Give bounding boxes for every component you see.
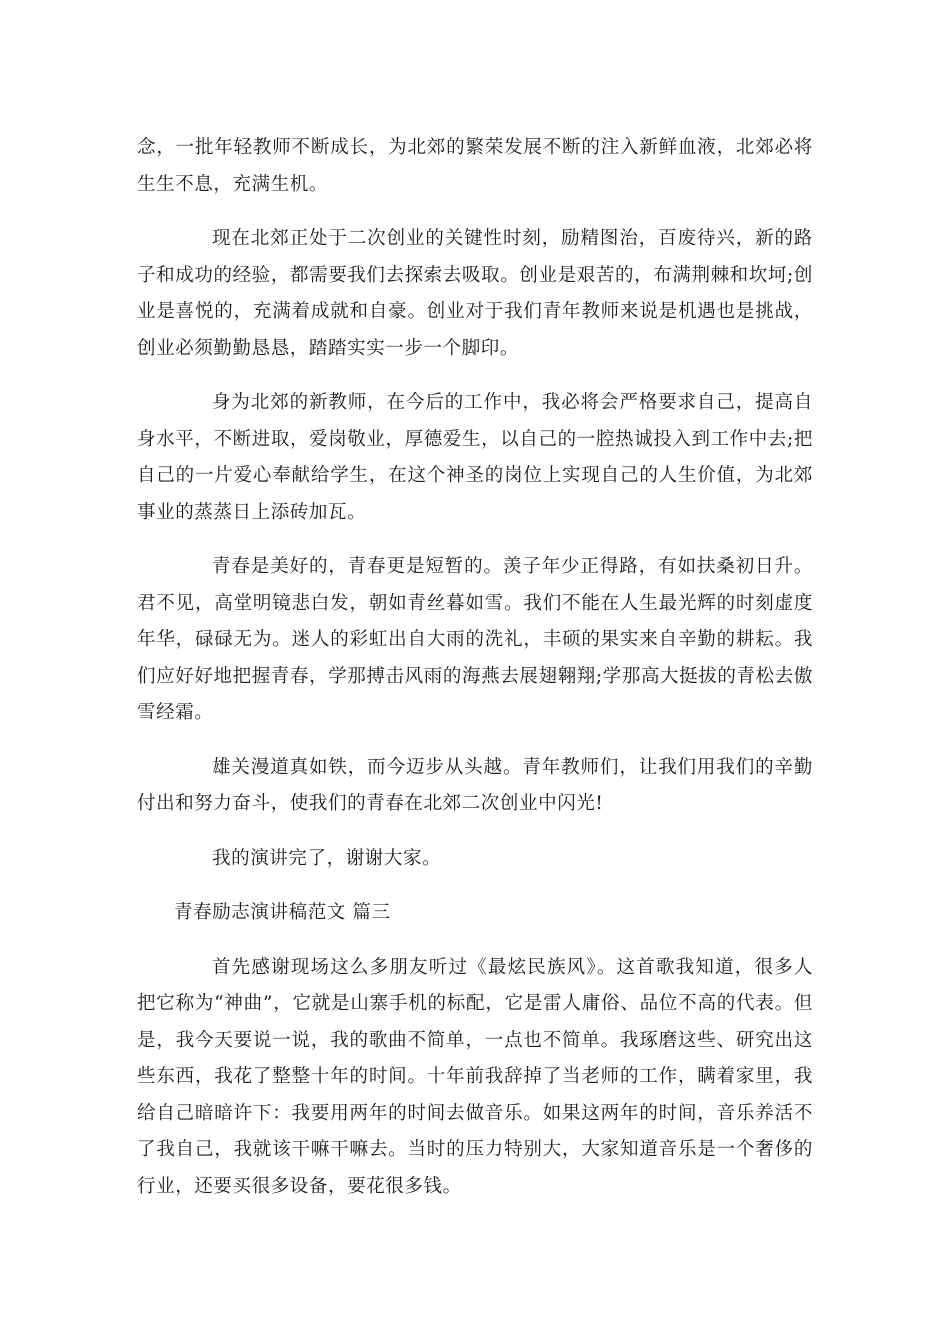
paragraph-new-teacher: 身为北郊的新教师，在今后的工作中，我必将会严格要求自己，提高自身水平，不断进取，爱岗敬业，厚德爱生，以自己的一腔热诚投入到工作中去;把自己的一片爱心奉献给学生，在这个神圣的岗位上实现自己的人生价值，为北郊事业的蒸蒸日上添砖加瓦。 xyxy=(137,392,813,523)
paragraph-second-startup: 现在北郊正处于二次创业的关键性时刻，励精图治，百废待兴，新的路子和成功的经验，都需要我们去探索去吸取。创业是艰苦的，布满荆棘和坎坷;创业是喜悦的，充满着成就和自豪。创业对于我们青年教师来说是机遇也是挑战，创业必须勤勤恳恳，踏踏实实一步一个脚印。 xyxy=(137,228,813,359)
paragraph-thanks: 我的演讲完了，谢谢大家。 xyxy=(212,847,442,869)
section-heading: 青春励志演讲稿范文 篇三 xyxy=(174,902,391,923)
paragraph-youth: 青春是美好的，青春更是短暂的。羡子年少正得路，有如扶桑初日升。君不见，高堂明镜悲白发，朝如青丝暮如雪。我们不能在人生最光辉的时刻虚度年华，碌碌无为。迷人的彩虹出自大雨的洗礼，丰硕的果实来自辛勤的耕耘。我们应好好地把握青春，学那搏击风雨的海燕去展翅翱翔;学那高大挺拔的青松去傲雪经霜。 xyxy=(137,556,813,723)
paragraph-call-to-action: 雄关漫道真如铁，而今迈步从头越。青年教师们，让我们用我们的辛勤付出和努力奋斗，使我们的青春在北郊二次创业中闪光! xyxy=(137,756,813,814)
paragraph-continuation: 念，一批年轻教师不断成长，为北郊的繁荣发展不断的注入新鲜血液，北郊必将生生不息，充满生机。 xyxy=(137,137,813,195)
paragraph-speech-three: 首先感谢现场这么多朋友听过《最炫民族风》。这首歌我知道，很多人把它称为“神曲”，它就是山寨手机的标配，它是雷人庸俗、品位不高的代表。但是，我今天要说一说，我的歌曲不简单，一点也不简单。我琢磨这些、研究出这些东西，我花了整整十年的时间。十年前我辞掉了当老师的工作，瞒着家里，我给自己暗暗许下：我要用两年的时间去做音乐。如果这两年的时间，音乐养活不了我自己，我就该干嘛干嘛去。当时的压力特别大，大家知道音乐是一个奢侈的行业，还要买很多设备，要花很多钱。 xyxy=(137,956,813,1197)
document-body xyxy=(137,130,813,1223)
